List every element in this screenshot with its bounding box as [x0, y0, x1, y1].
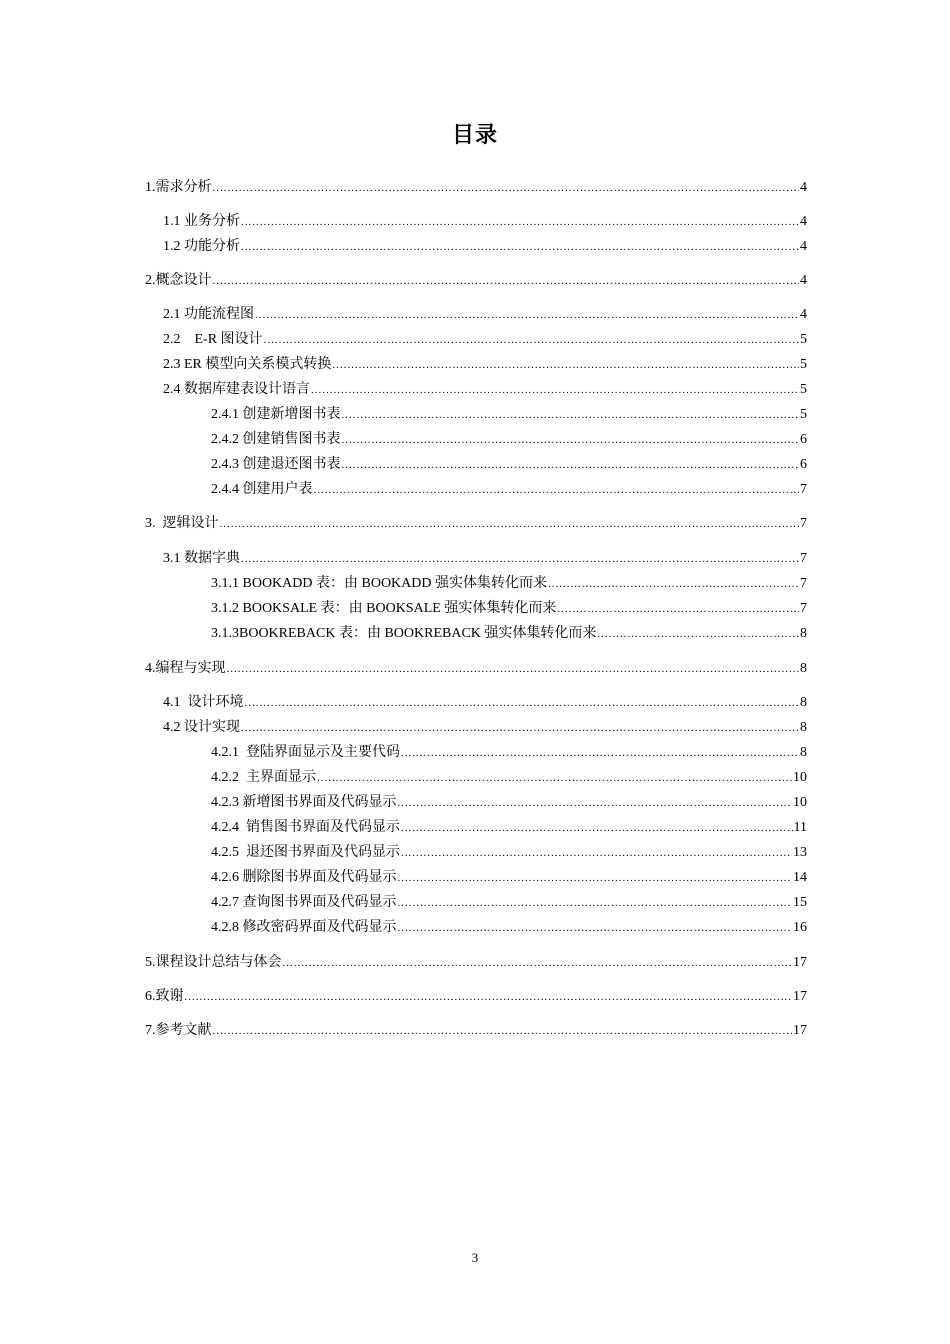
toc-entry-level1[interactable] [145, 988, 807, 1006]
toc-entry-page: 8 [800, 695, 807, 710]
toc-entry-level1[interactable] [145, 954, 807, 972]
toc-entry-label: 6.致谢 [145, 989, 184, 1004]
toc-entry-label: 2.4.3 创建退还图书表 [211, 457, 341, 472]
toc-entry-page: 15 [793, 895, 807, 910]
toc-entry-page: 4 [800, 239, 807, 254]
toc-entry-page: 7 [800, 601, 807, 616]
dot-leader [241, 550, 799, 568]
dot-leader [401, 844, 792, 862]
toc-entry-level3[interactable] [211, 894, 807, 912]
toc-entry-label: 4.编程与实现 [145, 661, 226, 676]
toc-entry-level2[interactable] [163, 356, 807, 374]
toc-entry-level3[interactable] [211, 819, 807, 837]
dot-leader [213, 1022, 793, 1040]
toc-entry-label: 1.需求分析 [145, 180, 212, 195]
dot-leader [398, 919, 793, 937]
dot-leader [398, 794, 793, 812]
toc-entry-label: 4.2.8 修改密码界面及代码显示 [211, 920, 397, 935]
dot-leader [241, 213, 799, 231]
toc-entry-page: 16 [793, 920, 807, 935]
toc-entry-page: 5 [800, 407, 807, 422]
toc-entry-level3[interactable] [211, 431, 807, 449]
toc-entry-label: 4.1 设计环境 [163, 695, 244, 710]
toc-entry-level3[interactable] [211, 794, 807, 812]
toc-entry-page: 4 [800, 307, 807, 322]
toc-entry-page: 14 [793, 870, 807, 885]
toc-entry-label: 1.2 功能分析 [163, 239, 240, 254]
dot-leader [264, 331, 799, 349]
dot-leader [342, 406, 800, 424]
toc-entry-level3[interactable] [211, 744, 807, 762]
toc-entry-label: 5.课程设计总结与体会 [145, 955, 282, 970]
dot-leader [185, 988, 793, 1006]
dot-leader [597, 625, 799, 643]
toc-entry-level2[interactable] [163, 719, 807, 737]
dot-leader [401, 744, 799, 762]
toc-entry-page: 4 [800, 180, 807, 195]
toc-entry-label: 4.2.6 删除图书界面及代码显示 [211, 870, 397, 885]
toc-entry-label: 4.2.3 新增图书界面及代码显示 [211, 795, 397, 810]
toc-entry-label: 4.2.2 主界面显示 [211, 770, 316, 785]
toc-entry-page: 17 [793, 1023, 807, 1038]
toc-entry-label: 2.概念设计 [145, 273, 212, 288]
toc-entry-page: 8 [800, 661, 807, 676]
toc-entry-label: 2.4.2 创建销售图书表 [211, 432, 341, 447]
toc-entry-page: 17 [793, 955, 807, 970]
dot-leader [342, 431, 800, 449]
dot-leader [332, 356, 799, 374]
dot-leader [557, 600, 799, 618]
toc-entry-page: 10 [793, 795, 807, 810]
toc-entry-label: 4.2.1 登陆界面显示及主要代码 [211, 745, 400, 760]
toc-entry-level2[interactable] [163, 694, 807, 712]
dot-leader [398, 869, 793, 887]
toc-entry-label: 4.2.4 销售图书界面及代码显示 [211, 820, 400, 835]
dot-leader [220, 515, 800, 533]
toc-entry-level3[interactable] [211, 481, 807, 499]
dot-leader [245, 694, 800, 712]
toc-entry-label: 2.4 数据库建表设计语言 [163, 382, 310, 397]
toc-entry-level2[interactable] [163, 306, 807, 324]
toc-entry-label: 2.3 ER 模型向关系模式转换 [163, 357, 332, 372]
toc-entry-level3[interactable] [211, 406, 807, 424]
toc-entry-page: 7 [800, 482, 807, 497]
toc-entry-page: 5 [800, 382, 807, 397]
toc-entry-level3[interactable] [211, 625, 807, 643]
dot-leader [314, 481, 800, 499]
toc-entry-page: 8 [800, 626, 807, 641]
toc-entry-page: 6 [800, 432, 807, 447]
dot-leader [241, 238, 799, 256]
toc-entry-level3[interactable] [211, 600, 807, 618]
toc-entry-page: 8 [800, 745, 807, 760]
toc-entry-label: 2.1 功能流程图 [163, 307, 254, 322]
dot-leader [241, 719, 799, 737]
toc-entry-level2[interactable] [163, 213, 807, 231]
toc-entry-page: 13 [793, 845, 807, 860]
dot-leader [548, 575, 799, 593]
toc-title: 目录 [451, 123, 498, 148]
toc-entry-label: 4.2 设计实现 [163, 720, 240, 735]
toc-entry-level3[interactable] [211, 844, 807, 862]
toc-entry-level1[interactable] [145, 272, 807, 290]
toc-entry-page: 5 [800, 357, 807, 372]
dot-leader [311, 381, 799, 399]
dot-leader [227, 660, 800, 678]
dot-leader [401, 819, 793, 837]
toc-entry-label: 4.2.7 查询图书界面及代码显示 [211, 895, 397, 910]
toc-entry-label: 3. 逻辑设计 [145, 516, 219, 531]
toc-entry-level3[interactable] [211, 869, 807, 887]
dot-leader [317, 769, 792, 787]
toc-entry-page: 6 [800, 457, 807, 472]
toc-entry-page: 7 [800, 516, 807, 531]
toc-entry-level3[interactable] [211, 769, 807, 787]
toc-entry-page: 4 [800, 214, 807, 229]
toc-entry-level3[interactable] [211, 575, 807, 593]
toc-entry-page: 5 [800, 332, 807, 347]
toc-entry-label: 3.1.1 BOOKADD 表：由 BOOKADD 强实体集转化而来 [211, 576, 547, 591]
toc-entry-label: 3.1.2 BOOKSALE 表：由 BOOKSALE 强实体集转化而来 [211, 601, 557, 616]
dot-leader [398, 894, 793, 912]
toc-entry-level3[interactable] [211, 919, 807, 937]
toc-entry-page: 17 [793, 989, 807, 1004]
toc-entry-label: 1.1 业务分析 [163, 214, 240, 229]
toc-entry-level1[interactable] [145, 1022, 807, 1040]
toc-entry-page: 7 [800, 576, 807, 591]
toc-entry-level1[interactable] [145, 179, 807, 197]
toc-entry-label: 2.4.4 创建用户表 [211, 482, 313, 497]
toc-entry-level1[interactable] [145, 660, 807, 678]
toc-entry-page: 11 [793, 820, 807, 835]
toc-entry-label: 2.4.1 创建新增图书表 [211, 407, 341, 422]
toc-entry-level3[interactable] [211, 456, 807, 474]
toc-entry-level2[interactable] [163, 238, 807, 256]
toc-entry-level2[interactable] [163, 331, 807, 349]
toc-entry-label: 7.参考文献 [145, 1023, 212, 1038]
toc-entry-page: 7 [800, 551, 807, 566]
toc-entry-label: 3.1 数据字典 [163, 551, 240, 566]
toc-entry-page: 4 [800, 273, 807, 288]
toc-entry-label: 2.2 E-R 图设计 [163, 332, 263, 347]
dot-leader [213, 179, 800, 197]
toc-entry-level2[interactable] [163, 381, 807, 399]
dot-leader [213, 272, 800, 290]
dot-leader [283, 954, 793, 972]
dot-leader [255, 306, 799, 324]
toc-entry-page: 10 [793, 770, 807, 785]
dot-leader [342, 456, 800, 474]
toc-entry-label: 3.1.3BOOKREBACK 表：由 BOOKREBACK 强实体集转化而来 [211, 626, 597, 641]
toc-entry-level2[interactable] [163, 550, 807, 568]
page-number: 3 [471, 1250, 479, 1265]
toc-entry-level1[interactable] [145, 515, 807, 533]
toc-entry-label: 4.2.5 退还图书界面及代码显示 [211, 845, 400, 860]
toc-entry-page: 8 [800, 720, 807, 735]
